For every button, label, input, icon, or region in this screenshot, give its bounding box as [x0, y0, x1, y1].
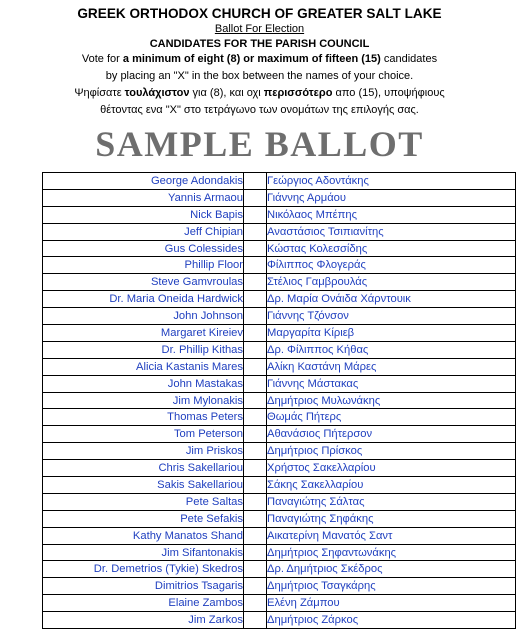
candidate-row	[43, 375, 516, 392]
candidate-row	[43, 443, 516, 460]
candidate-row	[43, 544, 516, 561]
candidates-heading: CANDIDATES FOR THE PARISH COUNCIL	[149, 38, 370, 50]
candidate-row	[43, 561, 516, 578]
instruction-text: candidates	[380, 53, 438, 65]
vote-checkbox[interactable]	[244, 257, 267, 274]
vote-checkbox[interactable]	[244, 173, 267, 190]
candidate-row	[43, 206, 516, 223]
ballot-header	[0, 0, 519, 119]
candidate-name-greek: Γιάννης Αρμάου	[267, 189, 516, 206]
candidate-name-english: Dr. Demetrios (Tykie) Skedros	[43, 561, 244, 578]
candidate-name-english: Dimitrios Tsagaris	[43, 578, 244, 595]
candidate-name-english: Steve Gamvroulas	[43, 274, 244, 291]
vote-checkbox[interactable]	[244, 341, 267, 358]
candidate-row	[43, 308, 516, 325]
candidate-row	[43, 223, 516, 240]
vote-checkbox[interactable]	[244, 561, 267, 578]
instruction-emphasis: περισσότερο	[263, 87, 333, 99]
candidate-name-greek: Νικόλαος Μπέπης	[267, 206, 516, 223]
instruction-text: για (8), και οχι	[189, 87, 264, 99]
candidate-row	[43, 426, 516, 443]
vote-checkbox[interactable]	[244, 206, 267, 223]
greek-instructions-line-1	[0, 85, 519, 102]
candidate-name-english: Sakis Sakellariou	[43, 477, 244, 494]
instruction-emphasis: τουλάχιστον	[124, 87, 190, 99]
candidate-name-greek: Κώστας Κολεσσίδης	[267, 240, 516, 257]
candidate-name-english: Pete Saltas	[43, 493, 244, 510]
candidate-name-english: Jim Sifantonakis	[43, 544, 244, 561]
vote-checkbox[interactable]	[244, 325, 267, 342]
candidate-name-english: Jeff Chipian	[43, 223, 244, 240]
candidate-row	[43, 510, 516, 527]
candidate-row	[43, 527, 516, 544]
vote-checkbox[interactable]	[244, 189, 267, 206]
ballot-subtitle: Ballot For Election	[214, 23, 305, 35]
candidate-row	[43, 257, 516, 274]
english-instructions-line-2: by placing an "X" in the box between the names of your choice.	[105, 70, 414, 82]
candidate-name-greek: Σάκης Σακελλαρίου	[267, 477, 516, 494]
candidate-row	[43, 409, 516, 426]
candidate-name-english: Jim Priskos	[43, 443, 244, 460]
candidate-name-greek: Αλίκη Καστάνη Μάρες	[267, 358, 516, 375]
ballot-table	[42, 172, 516, 629]
candidate-row	[43, 274, 516, 291]
candidate-name-english: Pete Sefakis	[43, 510, 244, 527]
candidate-name-english: Dr. Maria Oneida Hardwick	[43, 291, 244, 308]
vote-checkbox[interactable]	[244, 527, 267, 544]
candidate-row	[43, 291, 516, 308]
candidate-row	[43, 595, 516, 612]
vote-checkbox[interactable]	[244, 443, 267, 460]
candidate-name-english: Yannis Armaou	[43, 189, 244, 206]
candidate-name-greek: Παναγιώτης Σάλτας	[267, 493, 516, 510]
candidate-name-greek: Αθανάσιος Πήτερσον	[267, 426, 516, 443]
vote-checkbox[interactable]	[244, 578, 267, 595]
candidate-name-greek: Στέλιος Γαμβρουλάς	[267, 274, 516, 291]
vote-checkbox[interactable]	[244, 426, 267, 443]
candidate-name-greek: Γιάννης Μάστακας	[267, 375, 516, 392]
candidate-row	[43, 173, 516, 190]
candidate-name-greek: Θωμάς Πήτερς	[267, 409, 516, 426]
vote-checkbox[interactable]	[244, 308, 267, 325]
candidate-row	[43, 612, 516, 629]
vote-checkbox[interactable]	[244, 274, 267, 291]
candidate-name-greek: Αναστάσιος Τσιπιανίτης	[267, 223, 516, 240]
candidate-name-greek: Γιάννης Τζόνσον	[267, 308, 516, 325]
instruction-text: Vote for	[81, 53, 123, 65]
candidate-name-greek: Μαργαρίτα Κίριεβ	[267, 325, 516, 342]
candidate-name-english: Nick Bapis	[43, 206, 244, 223]
vote-checkbox[interactable]	[244, 493, 267, 510]
vote-checkbox[interactable]	[244, 375, 267, 392]
candidate-row	[43, 189, 516, 206]
sample-ballot-title: SAMPLE BALLOT	[95, 124, 424, 164]
candidate-name-english: Chris Sakellariou	[43, 460, 244, 477]
vote-checkbox[interactable]	[244, 392, 267, 409]
candidate-name-greek: Δημήτριος Ζάρκος	[267, 612, 516, 629]
candidate-name-greek: Παναγιώτης Σηφάκης	[267, 510, 516, 527]
vote-checkbox[interactable]	[244, 595, 267, 612]
candidate-name-english: Jim Zarkos	[43, 612, 244, 629]
candidate-name-greek: Δημήτριος Πρίσκος	[267, 443, 516, 460]
candidate-name-greek: Δρ. Φίλιππος Κήθας	[267, 341, 516, 358]
candidate-row	[43, 341, 516, 358]
greek-instructions-line-2: θέτοντας ενα "X" στο τετράγωνο των ονομάτων της επιλογής σας.	[100, 104, 419, 116]
candidate-name-greek: Δημήτριος Τσαγκάρης	[267, 578, 516, 595]
vote-checkbox[interactable]	[244, 460, 267, 477]
english-instructions-line-1	[0, 51, 519, 68]
vote-checkbox[interactable]	[244, 510, 267, 527]
candidate-name-greek: Χρήστος Σακελλαρίου	[267, 460, 516, 477]
vote-checkbox[interactable]	[244, 612, 267, 629]
vote-checkbox[interactable]	[244, 409, 267, 426]
candidate-name-english: Phillip Floor	[43, 257, 244, 274]
instruction-text: απο (15), υποψήφιους	[332, 87, 445, 99]
candidate-name-greek: Δημήτριος Σηφαντωνάκης	[267, 544, 516, 561]
church-name: GREEK ORTHODOX CHURCH OF GREATER SALT LAKE	[77, 6, 442, 21]
candidate-name-greek: Δρ. Δημήτριος Σκέδρος	[267, 561, 516, 578]
candidate-name-english: Margaret Kireiev	[43, 325, 244, 342]
candidate-name-greek: Αικατερίνη Μανατός Σαντ	[267, 527, 516, 544]
vote-checkbox[interactable]	[244, 358, 267, 375]
candidate-row	[43, 392, 516, 409]
candidate-name-greek: Δρ. Μαρία Ονάιδα Χάρντουικ	[267, 291, 516, 308]
candidate-name-english: Thomas Peters	[43, 409, 244, 426]
vote-checkbox[interactable]	[244, 477, 267, 494]
candidate-name-english: George Adondakis	[43, 173, 244, 190]
candidate-row	[43, 460, 516, 477]
candidate-name-english: John Mastakas	[43, 375, 244, 392]
instruction-text: Ψηφίσατε	[74, 87, 125, 99]
candidate-name-english: Kathy Manatos Shand	[43, 527, 244, 544]
candidate-row	[43, 578, 516, 595]
candidate-row	[43, 358, 516, 375]
candidate-row	[43, 477, 516, 494]
instruction-emphasis: a minimum of eight (8) or maximum of fifteen (15)	[122, 53, 381, 65]
candidate-name-greek: Γεώργιος Αδοντάκης	[267, 173, 516, 190]
candidate-name-english: Tom Peterson	[43, 426, 244, 443]
candidate-name-english: John Johnson	[43, 308, 244, 325]
candidate-name-english: Gus Colessides	[43, 240, 244, 257]
vote-checkbox[interactable]	[244, 240, 267, 257]
candidate-row	[43, 493, 516, 510]
candidate-name-greek: Φίλιππος Φλογεράς	[267, 257, 516, 274]
candidate-row	[43, 325, 516, 342]
vote-checkbox[interactable]	[244, 291, 267, 308]
vote-checkbox[interactable]	[244, 544, 267, 561]
candidate-name-greek: Δημήτριος Μυλωνάκης	[267, 392, 516, 409]
candidate-name-english: Dr. Phillip Kithas	[43, 341, 244, 358]
candidate-name-english: Jim Mylonakis	[43, 392, 244, 409]
vote-checkbox[interactable]	[244, 223, 267, 240]
candidate-row	[43, 240, 516, 257]
candidate-name-greek: Ελένη Ζάμπου	[267, 595, 516, 612]
candidate-name-english: Alicia Kastanis Mares	[43, 358, 244, 375]
candidate-name-english: Elaine Zambos	[43, 595, 244, 612]
